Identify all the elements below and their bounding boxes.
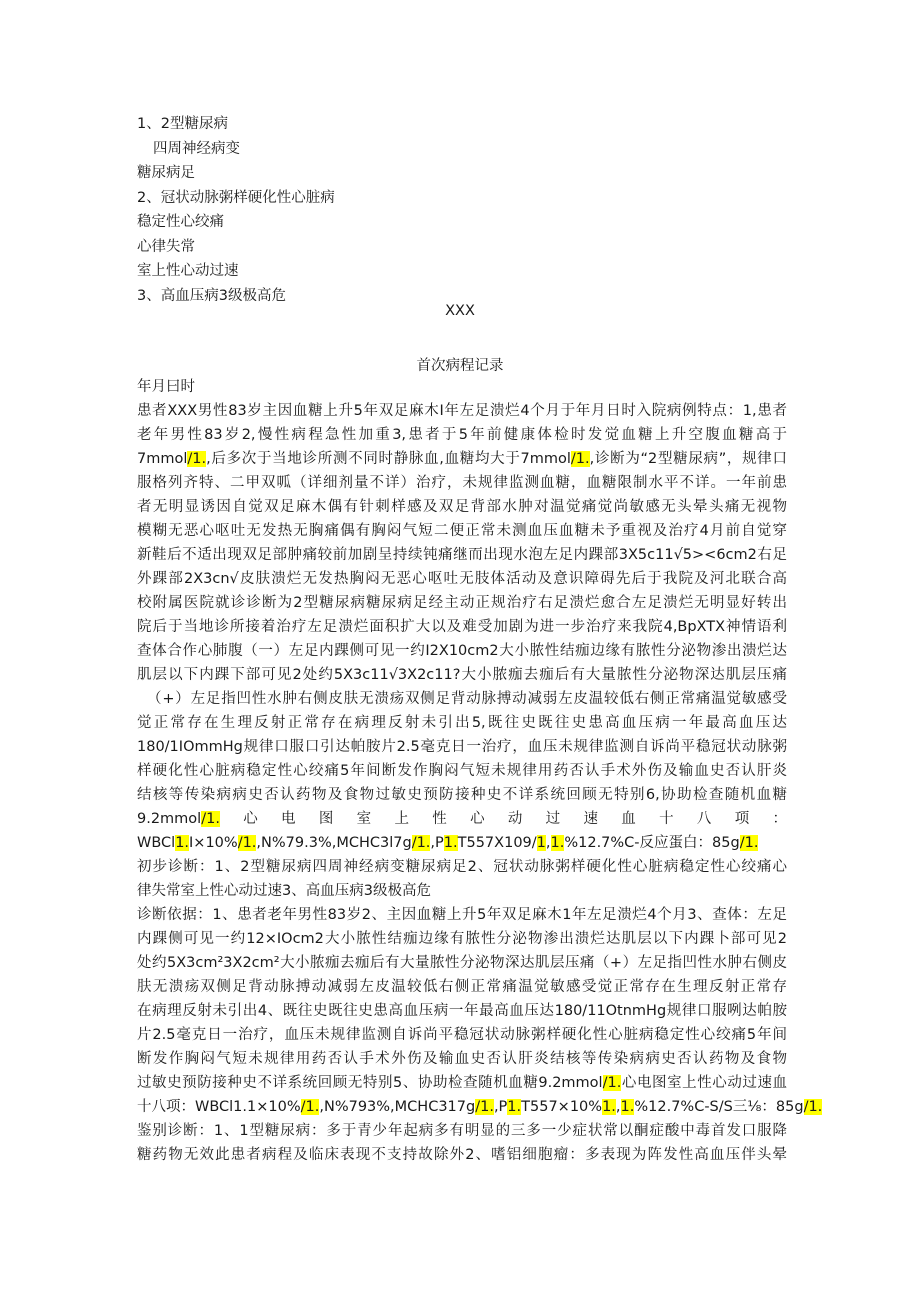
highlighted-text: /1. (201, 811, 220, 827)
text-run: 觉正常存在生理反射正常存在病理反射未引出5,既往史既往史患高血压病一年最高血压达 (137, 715, 787, 731)
text-run: 者无明显诱因自觉双足麻木偶有针刺样感及双足背部水肿对温觉痛觉尚敏感无头晕头痛无视物 (137, 499, 787, 515)
diagnosis-basis (137, 903, 823, 1119)
text-line (137, 711, 787, 735)
text-run: ,后多次于当地诊所测不同时静脉血,血糖均大于7mmol (206, 451, 571, 467)
text-run: ,N%79.3%,MCHC3l7g (256, 835, 412, 851)
record-date: 年月曰时 (137, 379, 195, 395)
text-run: 180/1IOmmHg规律口服口引达帕胺片2.5毫克日一治疗，血压未规律监测自诉尚平稳冠状动脉粥 (137, 739, 787, 755)
text-line (137, 1095, 823, 1119)
text-run: 患者XXX男性83岁主因血糖上升5年双足麻木I年左足溃烂4个月于年月日时入院病例特点：1,患者 (137, 403, 787, 419)
text-line (137, 519, 787, 543)
text-run: 在病理反射未引出4、既往史既往史患高血压病一年最高血压达180/11OtnmHg规律口服咧达帕胺 (137, 1003, 787, 1019)
initial-diagnosis (137, 855, 787, 903)
text-run: WBCl (137, 835, 176, 851)
text-run: 心电图室上性心动过速血十八项： (219, 811, 787, 827)
diagnosis-item: 四周神经病变 (153, 140, 240, 157)
text-run: 内踝侧可见一约12×IOcm2大小脓性结痂边缘有脓性分泌物渗出溃烂达肌层以下内踝卜部可见2 (137, 931, 787, 947)
diagnosis-item: 稳定性心绞痛 (137, 214, 224, 230)
text-line (137, 879, 787, 903)
diagnosis-item: 2、冠状动脉粥样硬化性心脏病 (137, 189, 335, 206)
text-line (137, 1023, 787, 1047)
highlighted-text: 1. (175, 835, 190, 851)
text-run: 校附属医院就诊诊断为2型糖尿病糖尿病足经主动正规治疗右足溃烂愈合左足溃烂无明显好转出 (137, 595, 787, 611)
text-line (137, 807, 787, 831)
text-line (137, 975, 787, 999)
text-run: 初步诊断：1、2型糖尿病四周神经病变糖尿病足2、冠状动脉粥样硬化性心脏病稳定性心绞痛心 (137, 859, 787, 875)
text-line (137, 999, 787, 1023)
text-line (137, 591, 787, 615)
text-line (137, 471, 787, 495)
text-line (137, 831, 787, 855)
diagnosis-item: 3、高血压病3级极高危 (137, 287, 286, 304)
text-run: %12.7%C-S/S三⅛：85g (634, 1099, 804, 1115)
text-run: ,N%793%,MCHC317g (319, 1099, 476, 1115)
text-run: 过敏史预防接种史不详系统回顾无特别5、协助检查随机血糖9.2mmol (137, 1075, 603, 1091)
highlighted-text: 1. (620, 1099, 635, 1115)
text-run: 糖药物无效此患者病程及临床表现不支持故除外2、嗜铝细胞瘤：多表现为阵发性高血压伴头晕 (137, 1147, 787, 1163)
text-line (137, 567, 787, 591)
highlighted-text: /1. (187, 451, 207, 467)
text-line (137, 735, 787, 759)
text-line (137, 759, 787, 783)
highlighted-text: /1. (237, 835, 257, 851)
text-run: 心电图室上性心动过速血 (621, 1075, 788, 1091)
text-run: T557X109/ (457, 835, 537, 851)
text-line (137, 927, 787, 951)
text-run: ,P (493, 1099, 508, 1115)
text-run: 十八项：WBCl1.1×10% (137, 1099, 301, 1115)
text-run: 外踝部2X3cn√皮肤溃烂无发热胸闷无恶心呕吐无肢体活动及意识障碍先后于我院及河北联合高 (137, 571, 787, 587)
text-line (137, 1143, 787, 1167)
text-run: %12.7%C-反应蛋白：85g (564, 835, 740, 851)
text-line (137, 639, 787, 663)
text-line (137, 663, 787, 687)
text-run: T557×10% (521, 1099, 603, 1115)
text-line (137, 615, 787, 639)
highlighted-text: /1. (411, 835, 431, 851)
case-paragraph (137, 399, 787, 855)
diagnosis-item: 室上性心动过速 (137, 263, 239, 279)
text-line (137, 951, 787, 975)
highlighted-text: 1. (443, 835, 458, 851)
text-run: 样硬化性心脏病稳定性心绞痛5年间断发作胸闷气短未规律用药否认手术外伤及输血史否认肝炎 (137, 763, 787, 779)
text-run: 7mmol (137, 451, 188, 467)
text-run: 结核等传染病病史否认药物及食物过敏史预防接种史不详系统回顾无特别6,协助检查随机血糖 (137, 787, 787, 803)
text-run: 9.2mmol (137, 811, 202, 827)
text-run: ,P (430, 835, 444, 851)
diagnosis-list (137, 112, 537, 308)
text-run: 诊断依据：1、患者老年男性83岁2、主因血糖上升5年双足麻木1年左足溃烂4个月3、查体：左足 (137, 907, 787, 923)
text-line (137, 495, 787, 519)
highlighted-text: 1. (602, 1099, 616, 1115)
text-line (137, 903, 787, 927)
highlighted-text: 1 (536, 835, 546, 851)
text-run: , (545, 835, 551, 851)
text-line (137, 783, 787, 807)
highlighted-text: /1. (475, 1099, 494, 1115)
text-run: 鉴别诊断：1、1型糖尿病：多于青少年起病多有明显的三多一少症状常以酮症酸中毒首发口服降 (137, 1123, 787, 1139)
highlighted-text: 1. (550, 835, 565, 851)
text-line (137, 423, 787, 447)
text-run: 查体合作心肺腹（一）左足内踝侧可见一约I2X10cm2大小脓性结痂边缘有脓性分泌物渗出溃烂达 (137, 643, 787, 659)
highlighted-text: /1. (300, 1099, 320, 1115)
record-body (137, 375, 823, 1167)
highlighted-text: /1. (602, 1075, 622, 1091)
diagnosis-item: 1、2型糖尿病 (137, 116, 228, 132)
highlighted-text: /1. (739, 835, 759, 851)
text-run: 新鞋后不适出现双足部肿痛较前加剧呈持续钝痛继而出现水泡左足内踝部3X5c11√5><6cm2右足 (137, 547, 787, 563)
text-run: 院后于当地诊所接着治疗左足溃烂面积扩大以及难受加剧为进一步治疗来我院4,BpXTX神情语利 (137, 619, 787, 635)
text-line (137, 447, 787, 471)
author-name: XXX (445, 303, 475, 319)
text-run: , (615, 1099, 621, 1115)
text-run: 处约5X3cm²3X2cm²大小脓痂去痂后有大量脓性分泌物深达肌层压痛（+）左足指凹性水肿右侧皮 (137, 955, 787, 971)
text-line (137, 687, 787, 711)
text-run: 律失常室上性心动过速3、高血压病3级极高危 (137, 883, 431, 899)
text-run: 断发作胸闷气短未规律用药否认手术外伤及输血史否认肝炎结核等传染病病史否认药物及食物 (137, 1051, 787, 1067)
text-run: I×10% (189, 835, 238, 851)
text-line (137, 399, 787, 423)
diagnosis-item: 糖尿病足 (137, 165, 195, 181)
text-run: 肌层以下内踝下部可见2处约5X3c11√3X2c11?大小脓痂去痂后有大量脓性分泌物深达肌层压痛 (137, 667, 787, 683)
text-line (137, 855, 787, 879)
highlighted-text: 1. (507, 1099, 522, 1115)
text-run: 片2.5毫克日一治疗，血压未规律监测自诉尚平稳冠状动脉粥样硬化性心脏病稳定性心绞痛5年间 (137, 1027, 787, 1043)
text-line (137, 1119, 787, 1143)
diagnosis-item: 心律失常 (137, 238, 195, 255)
text-run: 老年男性83岁2,慢性病程急性加重3,患者于5年前健康体检时发觉血糖上升空腹血糖高于 (137, 427, 787, 443)
highlighted-text: /1. (803, 1099, 823, 1115)
text-line (137, 1047, 787, 1071)
text-run: （+）左足指凹性水肿右侧皮肤无溃疡双侧足背动脉搏动减弱左皮温较低右侧正常痛温觉敏感受 (147, 691, 787, 707)
text-line (137, 543, 787, 567)
text-run: 服格列齐特、二甲双呱（详细剂量不详）治疗，未规律监测血糖，血糖限制水平不详。一年前患 (137, 475, 787, 491)
text-run: 肤无溃疡双侧足背动脉搏动减弱左皮温较低右侧正常痛温觉敏感受觉正常存在生理反射正常存 (137, 979, 787, 995)
differential-diagnosis (137, 1119, 787, 1167)
highlighted-text: /1. (570, 451, 590, 467)
text-run: ,诊断为“2型糖尿病”，规律口 (589, 451, 788, 467)
record-title: 首次病程记录 (416, 358, 504, 374)
text-line (137, 1071, 787, 1095)
text-run: 模糊无恶心呕吐无发热无胸痛偶有胸闷气短二便正常未测血压血糖未予重视及治疗4月前自觉穿 (137, 523, 787, 539)
